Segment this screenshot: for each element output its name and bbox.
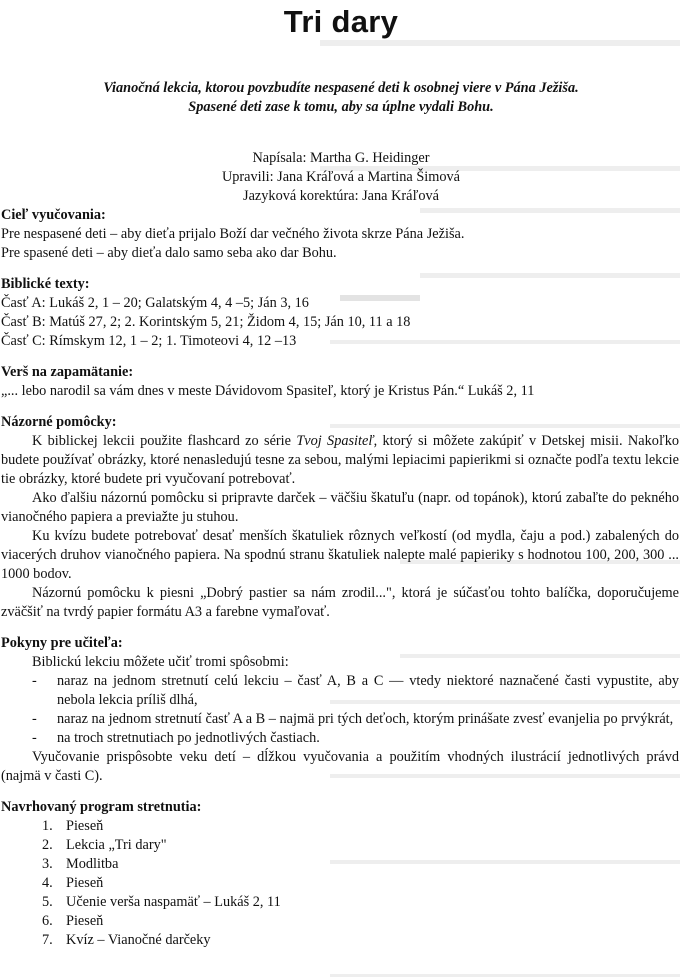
- program-item-label: Pieseň: [66, 913, 104, 929]
- credit-author: Napísala: Martha G. Heidinger: [252, 150, 430, 166]
- program-item-label: Pieseň: [66, 818, 104, 834]
- program-section: [1, 798, 679, 950]
- dash-bullet: -: [32, 711, 37, 727]
- teaching-option-text: naraz na jednom stretnutí časť A a B – najmä pri tých deťoch, ktorým prinášate zvesť evanjelia po prvýkrát,: [57, 711, 674, 727]
- visual-aids-section: [1, 413, 679, 622]
- program-item-number: 1.: [42, 818, 53, 834]
- bible-text-part-b: Časť B: Matúš 27, 2; 2. Korintským 5, 21; Židom 4, 15; Ján 10, 11 a 18: [1, 314, 411, 330]
- subtitle: [40, 79, 642, 117]
- program-item-label: Lekcia „Tri dary": [66, 837, 167, 853]
- program-item: [1, 874, 679, 893]
- subtitle-line-2: Spasené deti zase k tomu, aby sa úplne vydali Bohu.: [188, 99, 494, 115]
- program-item-number: 4.: [42, 875, 53, 891]
- teaching-option-text: na troch stretnutiach po jednotlivých častiach.: [57, 730, 320, 746]
- program-item: [1, 836, 679, 855]
- program-list: [1, 817, 679, 950]
- memory-verse-text: „... lebo narodil sa vám dnes v meste Dávidovom Spasiteľ, ktorý je Kristus Pán.“ Lukáš 2, 11: [1, 383, 535, 399]
- visual-aids-paragraph-3: Ku kvízu budete potrebovať desať menších škatuliek rôznych veľkostí (od mydla, čaju a pod.) zabalených do viacerých druhov vianočného papiera. Na spodnú stranu škatuliek nalepte malé papieriky s hodnotou 100, 200, 300 ... 1000 bodov.: [1, 528, 679, 582]
- program-item-label: Modlitba: [66, 856, 119, 872]
- program-item-number: 2.: [42, 837, 53, 853]
- memory-verse-heading: Verš na zapamätanie:: [1, 364, 134, 380]
- credit-editors: Upravili: Jana Kráľová a Martina Šimová: [221, 169, 461, 185]
- spacer: [1, 401, 679, 413]
- program-item-label: Učenie verša naspamäť – Lukáš 2, 11: [66, 894, 281, 910]
- teaching-option: [1, 729, 679, 748]
- teacher-notes-heading: Pokyny pre učiteľa:: [1, 635, 123, 651]
- teacher-notes-intro: Biblickú lekciu môžete učiť tromi spôsobmi:: [32, 654, 289, 670]
- program-item: [1, 855, 679, 874]
- program-item: [1, 912, 679, 931]
- credit-proofreading: Jazyková korektúra: Jana Kráľová: [243, 188, 439, 204]
- teacher-notes-section: [1, 634, 679, 786]
- program-heading: Navrhovaný program stretnutia:: [1, 799, 202, 815]
- document-body: [1, 206, 679, 950]
- credits: [0, 149, 682, 206]
- program-item: [1, 817, 679, 836]
- teaching-option: [1, 672, 679, 710]
- program-item: [1, 931, 679, 950]
- goal-heading: Cieľ vyučovania:: [1, 207, 106, 223]
- program-item: [1, 893, 679, 912]
- goal-line-2: Pre spasené deti – aby dieťa dalo samo seba ako dar Bohu.: [1, 245, 337, 261]
- bible-text-part-a: Časť A: Lukáš 2, 1 – 20; Galatským 4, 4 –5; Ján 3, 16: [1, 295, 309, 311]
- spacer: [1, 786, 679, 798]
- memory-verse-section: [1, 363, 679, 401]
- bible-texts-section: [1, 275, 679, 351]
- page-title: Tri dary: [283, 4, 399, 39]
- bible-text-part-c: Časť C: Rímskym 12, 1 – 2; 1. Timoteovi 4, 12 –13: [1, 333, 297, 349]
- visual-aids-paragraph-4: Názornú pomôcku k piesni „Dobrý pastier sa nám zrodil...", ktorá je súčasťou tohto balíčka, doporučujeme zväčšiť na tvrdý papier formátu A3 a farebne vymaľovať.: [1, 585, 679, 620]
- dash-bullet: -: [32, 673, 37, 689]
- teacher-notes-outro: Vyučovanie prispôsobte veku detí – dĺžkou vyučovania a použitím vhodných ilustrácií jednotlivých právd (najmä v časti C).: [1, 749, 679, 784]
- spacer: [1, 263, 679, 275]
- goal-line-1: Pre nespasené deti – aby dieťa prijalo Boží dar večného života skrze Pána Ježiša.: [1, 226, 465, 242]
- flashcard-series-name: Tvoj Spasiteľ: [296, 433, 374, 449]
- spacer: [1, 351, 679, 363]
- program-item-label: Kvíz – Vianočné darčeky: [66, 932, 211, 948]
- visual-aids-paragraph-2: Ako ďalšiu názornú pomôcku si pripravte darček – väčšiu škatuľu (napr. od topánok), ktorú zabaľte do pekného vianočného papiera a previažte ju stuhou.: [1, 490, 679, 525]
- goal-section: [1, 206, 679, 263]
- teaching-option: [1, 710, 679, 729]
- spacer: [1, 622, 679, 634]
- visual-aids-p1-start: K biblickej lekcii použite flashcard zo série: [32, 433, 297, 449]
- teaching-options-list: [1, 672, 679, 748]
- dash-bullet: -: [32, 730, 37, 746]
- subtitle-line-1: Vianočná lekcia, ktorou povzbudíte nespasené deti k osobnej viere v Pána Ježiša.: [103, 80, 579, 96]
- teaching-option-text: naraz na jednom stretnutí celú lekciu – časť A, B a C — vtedy niektoré naznačené časti vypustite, aby nebola lekcia príliš dlhá,: [57, 673, 679, 708]
- visual-aids-paragraph-1: [1, 432, 679, 489]
- visual-aids-heading: Názorné pomôcky:: [1, 414, 117, 430]
- program-item-number: 5.: [42, 894, 53, 910]
- bible-texts-heading: Biblické texty:: [1, 276, 90, 292]
- program-item-label: Pieseň: [66, 875, 104, 891]
- program-item-number: 3.: [42, 856, 53, 872]
- visual-aids-p1-end: , ktorý si môžete zakúpiť v Detskej misii. Nakoľko budete používať obrázky, ktoré nenasledujú tesne za sebou, malými lepiacimi papierikmi si označte podľa textu lekcie tie obrázky, ktoré budete pri vyučovaní potrebovať.: [1, 433, 679, 487]
- program-item-number: 7.: [42, 932, 53, 948]
- program-item-number: 6.: [42, 913, 53, 929]
